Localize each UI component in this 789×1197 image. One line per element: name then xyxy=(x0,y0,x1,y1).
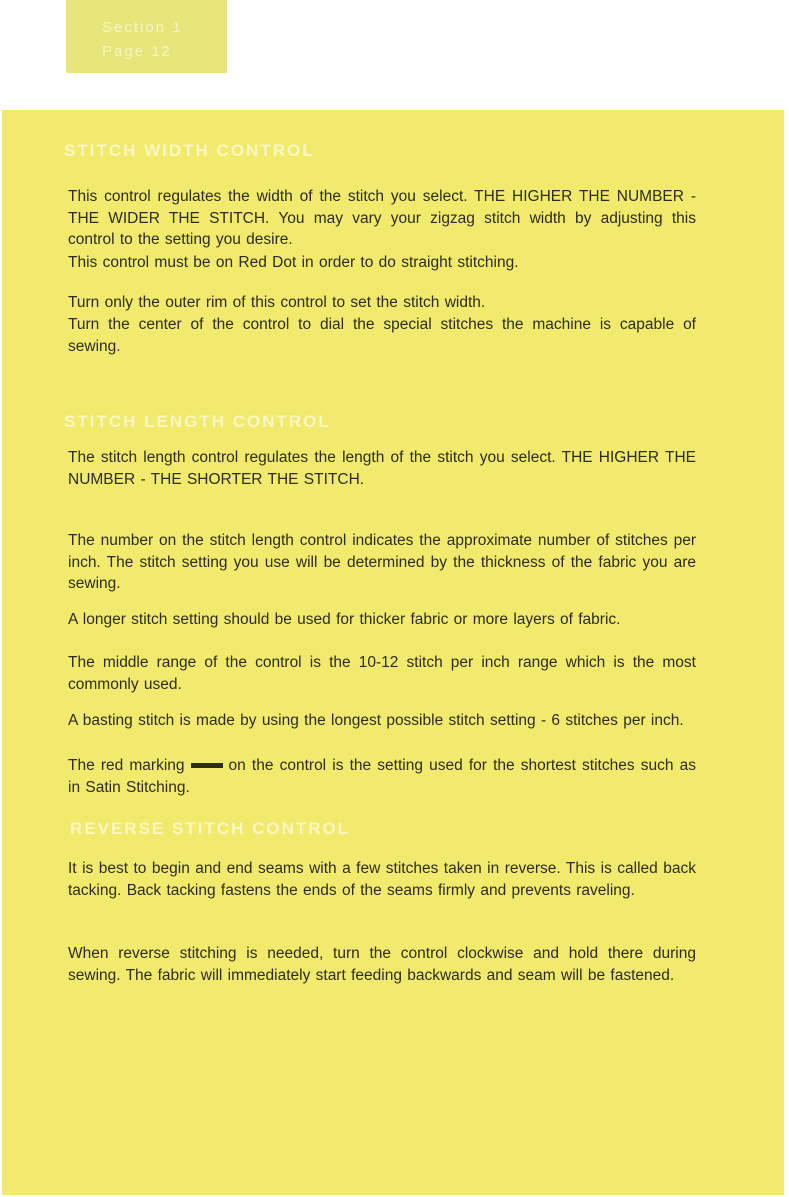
red-marking-symbol xyxy=(191,763,223,768)
stitch-width-paragraph-1: This control regulates the width of the stitch you select. THE HIGHER THE NUMBER - THE WIDER THE STITCH. You may vary your zigzag stitch width by adjusting this control to the setting you desire. xyxy=(68,188,696,248)
reverse-stitch-paragraph-2: When reverse stitching is needed, turn the control clockwise and hold there during sewing. The fabric will immediately start feeding backwards and seam will be fastened. xyxy=(68,945,696,984)
red-marking-text-before: The red marking xyxy=(68,757,185,774)
stitch-length-paragraph-4: The middle range of the control is the 10-12 stitch per inch range which is the most commonly used. xyxy=(68,654,696,693)
reverse-stitch-heading: REVERSE STITCH CONTROL xyxy=(70,819,351,838)
stitch-length-heading: STITCH LENGTH CONTROL xyxy=(64,412,331,431)
stitch-length-paragraph-3: A longer stitch setting should be used for thicker fabric or more layers of fabric. xyxy=(68,611,621,628)
stitch-length-paragraph-2: The number on the stitch length control indicates the approximate number of stitches per inch. The stitch setting you use will be determined by the thickness of the fabric you are sewing. xyxy=(68,532,696,592)
section-tab xyxy=(66,0,227,73)
stitch-length-paragraph-6 xyxy=(68,755,696,798)
stitch-length-paragraph-5: A basting stitch is made by using the longest possible stitch setting - 6 stitches per inch. xyxy=(68,712,684,729)
stitch-width-heading: STITCH WIDTH CONTROL xyxy=(64,141,315,160)
stitch-length-paragraph-1: The stitch length control regulates the length of the stitch you select. THE HIGHER THE NUMBER - THE SHORTER THE STITCH. xyxy=(68,449,696,488)
stitch-width-paragraph-4: Turn the center of the control to dial the special stitches the machine is capable of sewing. xyxy=(68,316,696,355)
section-label: Section 1 xyxy=(102,19,183,36)
reverse-stitch-paragraph-1: It is best to begin and end seams with a few stitches taken in reverse. This is called back tacking. Back tacking fastens the ends of the seams firmly and prevents raveling. xyxy=(68,860,696,899)
page-number: Page 12 xyxy=(102,43,172,60)
stitch-width-paragraph-3: Turn only the outer rim of this control to set the stitch width. xyxy=(68,294,486,311)
manual-page xyxy=(2,110,784,1195)
stitch-width-paragraph-2: This control must be on Red Dot in order to do straight stitching. xyxy=(68,254,519,271)
red-marking-text-after: on the control is the setting used for the shortest stitches such as in Satin Stitching. xyxy=(68,757,696,796)
